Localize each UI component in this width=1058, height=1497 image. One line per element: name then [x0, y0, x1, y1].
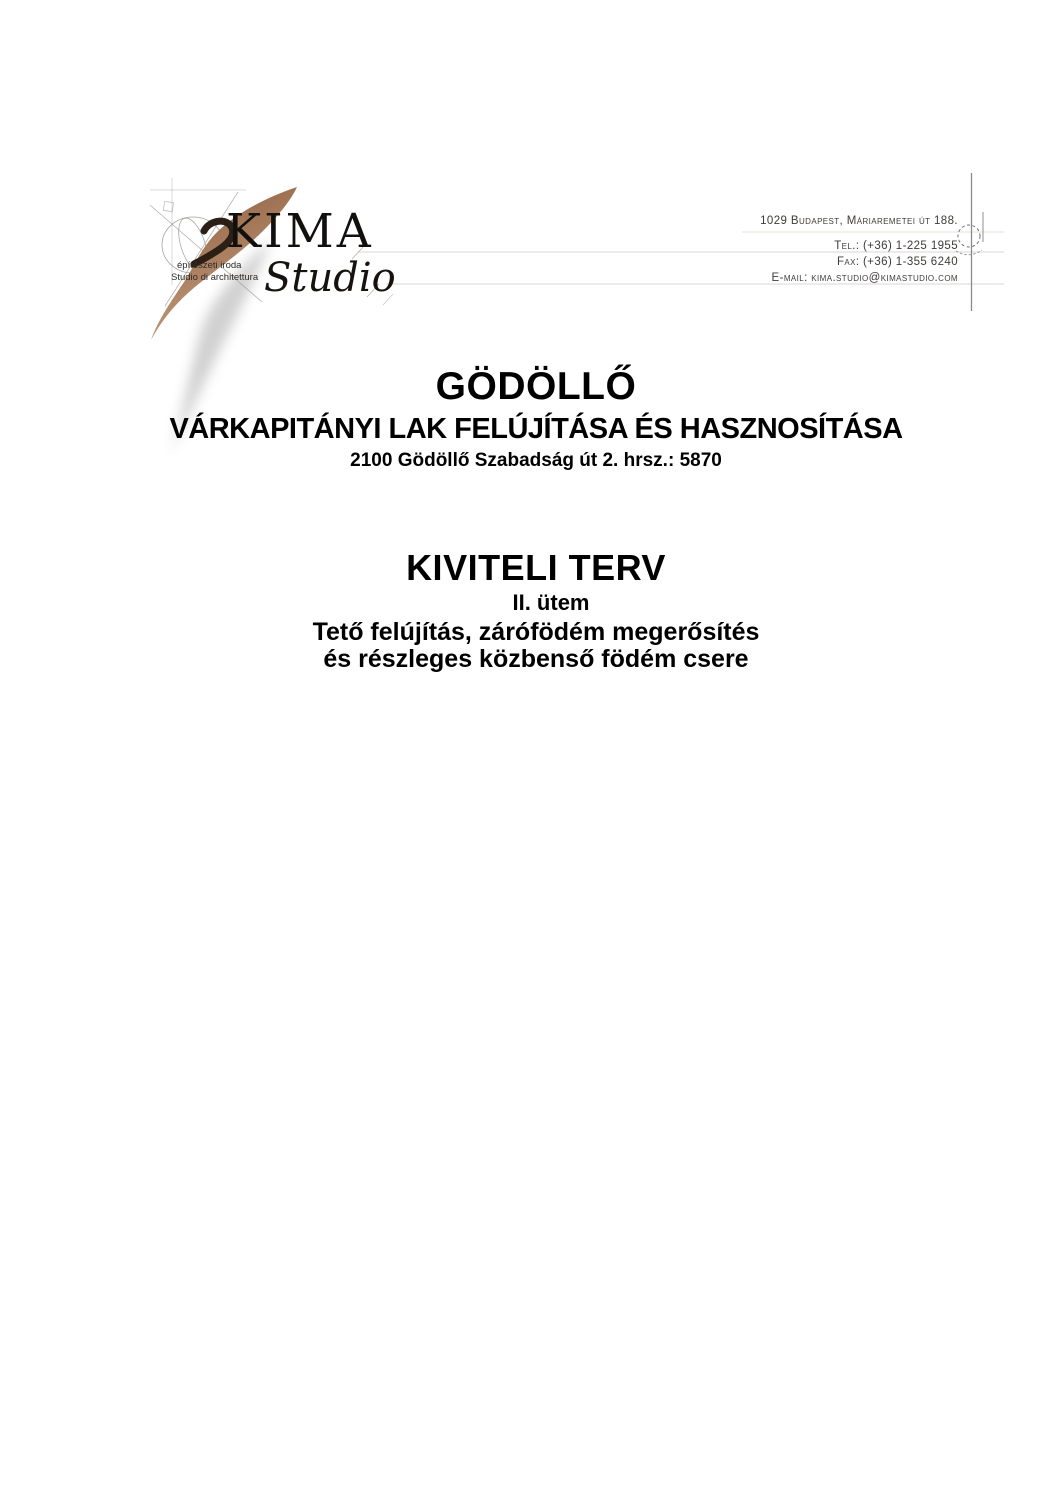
plan-scope-line1: Tető felújítás, zárófödém megerősítés	[312, 618, 760, 646]
title-project: VÁRKAPITÁNYI LAK FELÚJÍTÁSA ÉS HASZNOSÍTÁSA	[169, 413, 903, 445]
contact-tel: Tel.: (+36) 1-225 1955	[834, 240, 958, 252]
title-site-address: 2100 Gödöllő Szabadság út 2. hrsz.: 5870	[350, 450, 722, 471]
plan-title: KIVITELI TERV	[406, 547, 666, 588]
contact-email: E-mail: kima.studio@kimastudio.com	[771, 272, 958, 284]
plan-scope-line2: és részleges közbenső födém csere	[323, 645, 749, 673]
contact-block	[760, 213, 958, 286]
logo-subtitle-line1: építészeti iroda	[177, 260, 242, 271]
drafting-marks	[956, 173, 983, 311]
plan-phase: II. ütem	[512, 590, 590, 615]
logo-suffix-text: Studio	[264, 255, 396, 301]
logo-subtitle-line2: Studio di architettura	[171, 272, 259, 283]
contact-address: 1029 Budapest, Máriaremetei út 188.	[760, 215, 958, 227]
dashed-circle	[958, 225, 980, 247]
logo-name-text: KIMA	[226, 204, 374, 259]
title-city: GÖDÖLLŐ	[435, 365, 637, 408]
contact-fax: Fax: (+36) 1-355 6240	[836, 256, 958, 268]
